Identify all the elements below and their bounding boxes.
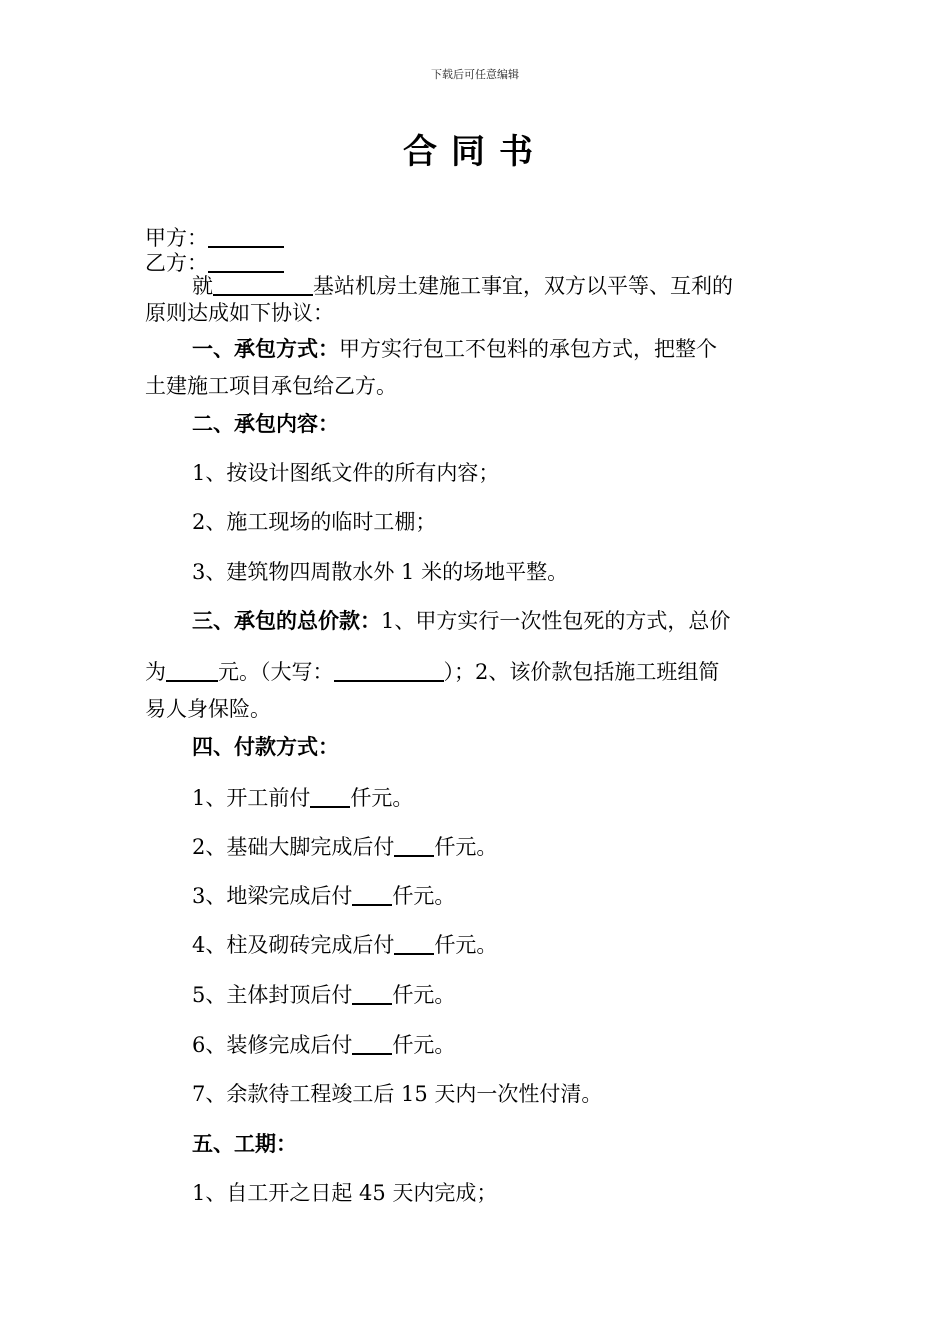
payment-item	[192, 981, 455, 1009]
page-header: 下载后可任意编辑	[431, 68, 519, 81]
payment-item-label: 3、地梁完成后付	[192, 884, 353, 908]
station-blank	[213, 274, 313, 296]
payment-item-label: 4、柱及砌砖完成后付	[192, 933, 395, 957]
section-3-line	[192, 607, 730, 635]
payment-item	[192, 882, 455, 910]
section-1-heading: 一、承包方式：	[192, 337, 339, 361]
payment-item	[192, 1031, 455, 1059]
section-4-heading: 四、付款方式：	[192, 735, 339, 759]
payment-item	[192, 833, 497, 861]
payment-item-final: 7、余款待工程竣工后 15 天内一次性付清。	[192, 1082, 603, 1106]
amount-blank	[394, 835, 434, 857]
amount-blank	[394, 933, 434, 955]
section-5-heading: 五、工期：	[192, 1132, 297, 1156]
document-title: 合同书	[403, 132, 547, 172]
intro-line	[192, 272, 733, 300]
intro-post: 基站机房土建施工事宜，双方以平等、互利的	[313, 274, 733, 298]
payment-item-label: 5、主体封顶后付	[192, 983, 353, 1007]
payment-item	[192, 784, 413, 812]
payment-item-unit: 仟元。	[434, 933, 498, 957]
price-prefix: 为	[145, 660, 166, 684]
payment-item-unit: 仟元。	[350, 786, 414, 810]
price-uppercase-blank	[334, 660, 444, 682]
intro-pre: 就	[192, 274, 213, 298]
payment-item-label: 6、装修完成后付	[192, 1033, 353, 1057]
section-3-text: 1、甲方实行一次性包死的方式，总价	[381, 609, 731, 633]
party-b-blank	[208, 251, 284, 273]
payment-item-label: 2、基础大脚完成后付	[192, 835, 395, 859]
section-1-text: 甲方实行包工不包料的承包方式，把整个	[339, 337, 717, 361]
price-uppercase-label: 元。（大写：	[218, 660, 334, 684]
amount-blank	[352, 983, 392, 1005]
party-a-blank	[208, 226, 284, 248]
section-2-item: 2、施工现场的临时工棚；	[192, 510, 437, 534]
price-suffix: ）；2、该价款包括施工班组简	[443, 660, 720, 684]
payment-item-unit: 仟元。	[392, 983, 456, 1007]
payment-item-label: 1、开工前付	[192, 786, 311, 810]
intro-continuation: 原则达成如下协议：	[145, 301, 334, 325]
party-a-label: 甲方：	[145, 226, 208, 250]
party-a-line	[145, 224, 284, 252]
section-2-item: 1、按设计图纸文件的所有内容；	[192, 461, 500, 485]
amount-blank	[352, 884, 392, 906]
section-1-line	[192, 335, 717, 363]
payment-item-unit: 仟元。	[392, 884, 456, 908]
section-1-continuation: 土建施工项目承包给乙方。	[145, 374, 397, 398]
section-3-continuation: 易人身保险。	[145, 697, 271, 721]
party-b-label: 乙方：	[145, 251, 208, 275]
section-3-line-2	[145, 658, 719, 686]
price-blank	[166, 660, 218, 682]
payment-item-unit: 仟元。	[434, 835, 498, 859]
section-3-heading: 三、承包的总价款：	[192, 609, 381, 633]
amount-blank	[310, 786, 350, 808]
payment-item	[192, 931, 497, 959]
payment-item-unit: 仟元。	[392, 1033, 456, 1057]
section-5-item: 1、自工开之日起 45 天内完成；	[192, 1181, 498, 1205]
section-2-heading: 二、承包内容：	[192, 412, 339, 436]
amount-blank	[352, 1033, 392, 1055]
section-2-item: 3、建筑物四周散水外 1 米的场地平整。	[192, 560, 569, 584]
